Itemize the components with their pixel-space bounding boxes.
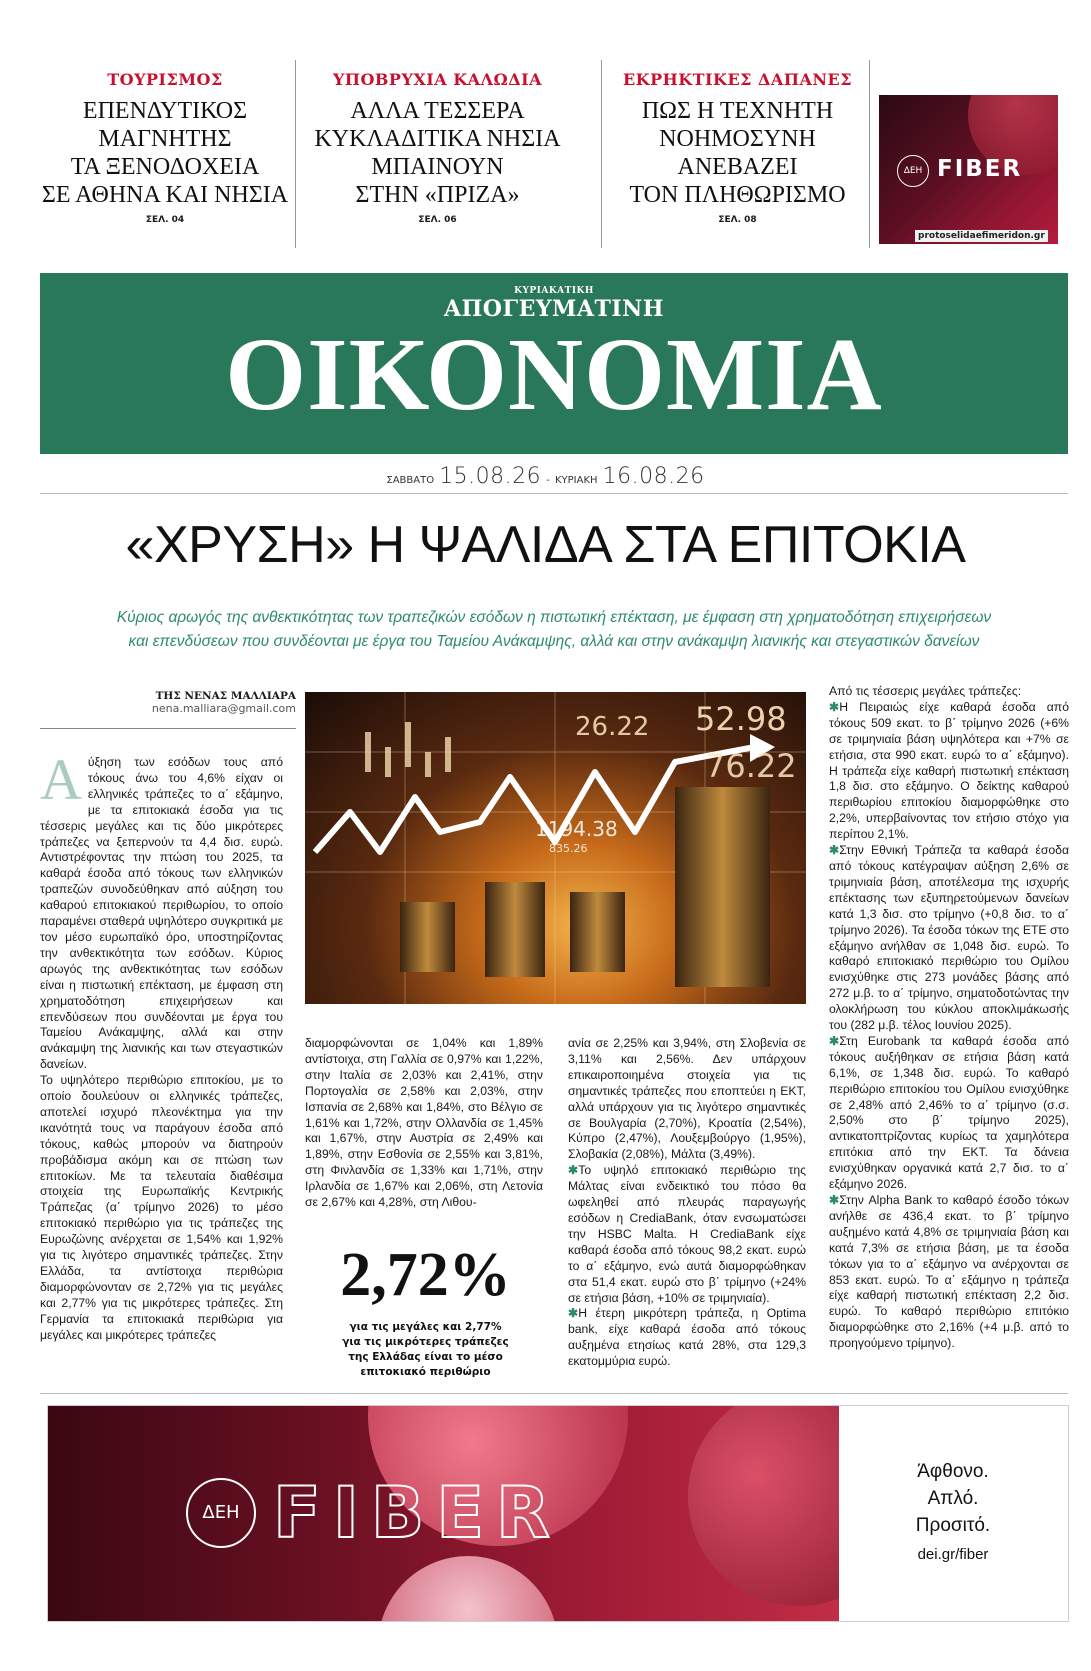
masthead-section: ΟΙΚΟΝΟΜΙΑ: [225, 317, 883, 432]
byline: [40, 690, 296, 715]
bullet-icon: ✱: [829, 1033, 840, 1048]
drop-cap: Α: [40, 747, 82, 812]
teaser-title: ΠΩΣ Η ΤΕΧΝΗΤΗ ΝΟΗΜΟΣΥΝΗ ΑΝΕΒΑΖΕΙ ΤΟΝ ΠΛΗΘΩΡΙΣΜΟ: [629, 98, 846, 208]
bullet-icon: ✱: [568, 1163, 579, 1178]
bullet-icon: ✱: [829, 843, 840, 858]
page-headline: «ΧΡΥΣΗ» Η ΨΑΛΙΔΑ ΣΤΑ ΕΠΙΤΟΚΙΑ: [125, 516, 966, 574]
article-bullet: ✱Στη Eurobank τα καθαρά έσοδα από τόκους αυξήθηκαν σε ετήσια βάση κατά 6,1%, σε 1,348 δισ. ευρώ. Το καθαρό περιθώριο επιτοκίου του Ομίλου ενισχύθηκε σε 2,48% από 2,46% το α΄ τρίμηνο (σ.σ. 2,50% στο β΄ τρίμηνο 2025), αντικατοπτρίζοντας κυρίως τα χαμηλότερα επιτόκια από την ΕΚΤ. Τα δάνεια ενισχύθηκαν οργανικά κατά 2,7 δισ. το α΄ εξάμηνο 2026.: [829, 1033, 1069, 1192]
ticker-value: 26.22: [575, 712, 650, 742]
teaser-kicker: ΥΠΟΒΡΥΧΙΑ ΚΑΛΩΔΙΑ: [332, 70, 543, 89]
ad-decoration: [378, 1556, 558, 1621]
top-fiber-ad[interactable]: [879, 95, 1058, 244]
teaser-kicker: ΤΟΥΡΙΣΜΟΣ: [107, 70, 223, 89]
author-email[interactable]: nena.malliara@gmail.com: [151, 702, 296, 715]
bottom-fiber-ad[interactable]: [47, 1405, 1069, 1622]
teaser-ai-spending[interactable]: [610, 70, 865, 225]
teaser-title: ΕΠΕΝΔΥΤΙΚΟΣ ΜΑΓΝΗΤΗΣ ΤΑ ΞΕΝΟΔΟΧΕΙΑ ΣΕ ΑΘΗΝΑ ΚΑΙ ΝΗΣΙΑ: [41, 98, 289, 208]
ad-slogan: Άφθονο. Απλό. Προσιτό.: [915, 1461, 991, 1536]
teaser-undersea-cables[interactable]: [305, 70, 570, 225]
teaser-page-ref: ΣΕΛ. 08: [718, 215, 757, 225]
ad-brand: FIBER: [273, 1472, 562, 1554]
article-bullet: ✱Το υψηλό επιτοκιακό περιθώριο της Μάλτας είναι ενδεικτικό του πόσο θα ωφεληθεί από πλευράς παραγωγής εσόδων η CrediaBank, όταν ενσωματώσει την HSBC Malta. Η CrediaBank είχε καθαρά έσοδα από τόκους 98,2 εκατ. ευρώ το α΄ εξάμηνο, ενώ αυτά διαμορφώθηκαν στα 51,4 εκατ. ευρώ στο β΄ τρίμηνο (+24% σε ετήσια βάση, +10% σε τριμηνιαία).: [568, 1163, 806, 1305]
column-divider: [869, 60, 870, 248]
article-paragraph: Από τις τέσσερις μεγάλες τράπεζες:: [829, 684, 1022, 698]
ticker-value: 1194.38: [535, 817, 618, 841]
article-deck: Κύριος αρωγός της ανθεκτικότητας των τραπεζικών εσόδων η πιστωτική επέκταση, με έμφαση στη χρηματοδότηση επιχειρήσεων και επενδύσεων που συνδέονται με έργα του Ταμείου Ανάκαμψης, αλλά και στην ανάκαμψη λιανικής και στεγαστικών δανείων: [116, 609, 992, 650]
ad-decoration: [688, 1406, 839, 1606]
article-bullet: ✱Στην Alpha Bank το καθαρό έσοδο τόκων ανήλθε σε 436,4 εκατ. το β΄ τρίμηνο αυξημένο κατά 4,8% σε τριμηνιαία βάση και κατά 7,3% σε ετήσια βάση, με τα έσοδα τόκων για το α΄ εξάμηνο να ανέρχονται σε 853 εκατ. ευρώ. Το α΄ εξάμηνο η τράπεζα είχε καθαρή πιστωτική επέκταση 2,2 δισ. ευρώ. Το καθαρό περιθώριο επιτόκιο διαμορφώθηκε στο 2,16% (+4 μ.β. από το προηγούμενο τρίμηνο).: [829, 1193, 1069, 1351]
dateline: ΣΑΒΒΑΤΟ 15.08.26 - ΚΥΡΙΑΚΗ 16.08.26: [386, 464, 705, 489]
article-bullet: ✱Η Πειραιώς είχε καθαρά έσοδα από τόκους 509 εκατ. το β΄ τρίμηνο 2026 (+6% σε τριμηνιαία βάση υψηλότερα και +7% σε ετήσια, στα 990 εκατ. ευρώ το α΄ εξάμηνο). Η τράπεζα είχε καθαρή πιστωτική επέκταση 1,8 δισ. στο εξάμηνο. Ο δείκτης καθαρού περιθωρίου επιτοκίου διαμορφώθηκε στο 2,2%, υπερβαίνοντας τον ετήσιο στόχο για περίπου 2,1%.: [829, 699, 1069, 842]
watermark: protoselidaefimeridon.gr: [915, 230, 1048, 242]
article-column-2: [305, 1036, 543, 1211]
bullet-icon: ✱: [829, 699, 840, 714]
dei-logo-icon: ΔΕΗ: [186, 1478, 256, 1548]
teaser-kicker: ΕΚΡΗΚΤΙΚΕΣ ΔΑΠΑΝΕΣ: [622, 70, 852, 89]
ad-artwork: [48, 1406, 839, 1621]
bottom-rule: [40, 1393, 1068, 1394]
ticker-value: 76.22: [705, 747, 797, 785]
article-column-4: [829, 684, 1069, 1352]
article-bullet: ✱Η έτερη μικρότερη τράπεζα, η Optima bank, είχε καθαρά έσοδα από τόκους αυξημένα ετησίως κατά 28%, στα 129,3 εκατομμύρια ευρώ.: [568, 1306, 806, 1369]
teaser-page-ref: ΣΕΛ. 04: [145, 215, 185, 225]
column-divider: [601, 60, 602, 248]
ad-url[interactable]: dei.gr/fiber: [917, 1546, 989, 1563]
author-name: ΤΗΣ ΝΕΝΑΣ ΜΑΛΛΙΑΡΑ: [155, 690, 296, 702]
article-bullet: ✱Στην Εθνική Τράπεζα τα καθαρά έσοδα από τόκους κατέγραψαν αύξηση 2,6% σε τριμηνιαία βάση, αποτέλεσμα της ισχυρής επέκτασης των εξυπηρετούμενων δανείων κατά 1,3 δισ. στο τρίμηνο (+0,8 δισ. το α΄ τρίμηνο 2026). Τα έσοδα τόκων της ΕΤΕ στο εξάμηνο ανήλθαν σε 1,048 δισ. ευρώ. Το καθαρό επιτοκιακό περιθώριο του Ομίλου ενισχύθηκε στις 273 μονάδες βάσης από 272 μ.β. το α΄ τρίμηνο, σηματοδοτώντας την ολοκλήρωση του κύκλου αποκλιμάκωσής του (282 μ.β. τέλος Ιουνίου 2025).: [829, 843, 1069, 1033]
date-rule: [40, 493, 1068, 494]
byline-rule: [40, 728, 296, 729]
article-paragraph: ανία σε 2,25% και 3,94%, στη Σλοβενία σε 3,11% και 2,56%. Δεν υπάρχουν επικαιροποιημένα στοιχεία για τις σημαντικές τράπεζες που εποπτεύει η ΕΚΤ, αλλά υπάρχουν για τις λιγότερο σημαντικές σε Βουλγαρία (2,70%), Κροατία (2,54%), Κύπρο (2,47%), Λουξεμβούργο (1,95%), Σλοβακία (2,08%), Μάλτα (3,49%).: [568, 1036, 806, 1162]
pull-quote-text: για τις μεγάλες και 2,77% για τις μικρότερες τράπεζες της Ελλάδας είναι το μέσο επιτοκιακό περιθώριο: [342, 1321, 509, 1378]
masthead-banner: [40, 273, 1068, 454]
ticker-value: 835.26: [549, 842, 588, 855]
article-paragraph: Το υψηλότερο περιθώριο επιτοκίου, με το οποίο δουλεύουν οι ελληνικές τράπεζες, αποτελεί ισχυρό πλεονέκτημα για την ικανότητά τους να παράγουν έσοδα από τόκους, καθώς μπορούν να διατηρούν προβάδισμα ακόμη και σε πτώση των επιτοκίων. Με τα τελευταία διαθέσιμα στοιχεία της Ευρωπαϊκής Κεντρικής Τράπεζας (α΄ τρίμηνο 2026) το μέσο επιτοκιακό περιθώριο για τις τράπεζες της Ευρωζώνης ανέρχεται σε 1,54% και 1,92% για τις λιγότερο σημαντικές τράπεζες. Στην Ελλάδα, τα αντίστοιχα περιθώρια διαμορφώνονταν σε 2,72% για τις μεγάλες και 2,77% για τις μικρότερες τράπεζες. Στη Γερμανία τα επιτοκιακά περιθώρια για μεγάλες και μικρότερες τράπεζες: [40, 1073, 283, 1342]
ticker-value: 52.98: [695, 700, 787, 738]
masthead-name: ΑΠΟΓΕΥΜΑΤΙΝΗ: [443, 296, 665, 322]
column-divider: [295, 60, 296, 248]
pull-quote-value: 2,72%: [340, 1241, 511, 1309]
article-paragraph: διαμορφώνονται σε 1,04% και 1,89% αντίστοιχα, στη Γαλλία σε 0,97% και 1,22%, στην Ιταλία σε 2,03% και 2,41%, στην Πορτογαλία σε 2,58% και 2,03%, στην Ισπανία σε 2,68% και 1,84%, στο Βέλγιο σε 1,61% και 1,72%, στην Ολλανδία σε 1,45% και 1,67%, στην Αυστρία σε 2,49% και 1,89%, στην Εσθονία σε 2,55% και 3,81%, στη Φινλανδία σε 1,33% και 1,71%, στην Ιρλανδία σε 1,67% και 2,06%, στη Λετονία σε 2,67% και 4,28%, στη Λιθου-: [305, 1036, 543, 1210]
dei-logo-icon: ΔΕΗ: [897, 155, 929, 187]
article-column-3: [568, 1036, 806, 1370]
bullet-icon: ✱: [568, 1306, 579, 1321]
teaser-tourism[interactable]: [40, 70, 290, 225]
teaser-title: ΑΛΛΑ ΤΕΣΣΕΡΑ ΚΥΚΛΑΔΙΤΙΚΑ ΝΗΣΙΑ ΜΠΑΙΝΟΥΝ ΣΤΗΝ «ΠΡΙΖΑ»: [314, 98, 561, 208]
article-paragraph: Αύξηση των εσόδων τους από τόκους άνω του 4,6% είχαν οι ελληνικές τράπεζες το α΄ εξάμηνο, με τα επιτοκιακά έσοδα για τις τέσσερις μεγάλες και τις δύο μικρότερες τράπεζες να ξεπερνούν τα 4,4 δισ. ευρώ. Αντιστρέφοντας την πτώση του 2025, τα καθαρά έσοδα από τόκους των ελληνικών τραπεζών συνοδεύθηκαν από αύξηση του καθαρού επιτοκιακού περιθωρίου, το οποίο παραμένει σταθερά υψηλότερο συγκριτικά με τον μέσο ευρωπαϊκό όρο, υποστηρίζοντας την ανθεκτικότητα των εσόδων. Κύριος αρωγός της ανθεκτικότητας των εσόδων είναι η πιστωτική επέκταση, με έμφαση στη χρηματοδότηση επιχειρήσεων και επενδύσεων που συνδέονται με έργα του Ταμείου Ανάκαμψης, αλλά και στην ανάκαμψη της λιανικής και των στεγαστικών δανείων.: [40, 747, 283, 1072]
article-photo-market-chart: [305, 692, 806, 1004]
masthead-kicker: ΚΥΡΙΑΚΑΤΙΚΗ: [514, 286, 594, 296]
teaser-page-ref: ΣΕΛ. 06: [418, 215, 457, 225]
article-column-1: [40, 747, 283, 1344]
bullet-icon: ✱: [829, 1193, 840, 1207]
ad-brand: FIBER: [937, 156, 1023, 182]
